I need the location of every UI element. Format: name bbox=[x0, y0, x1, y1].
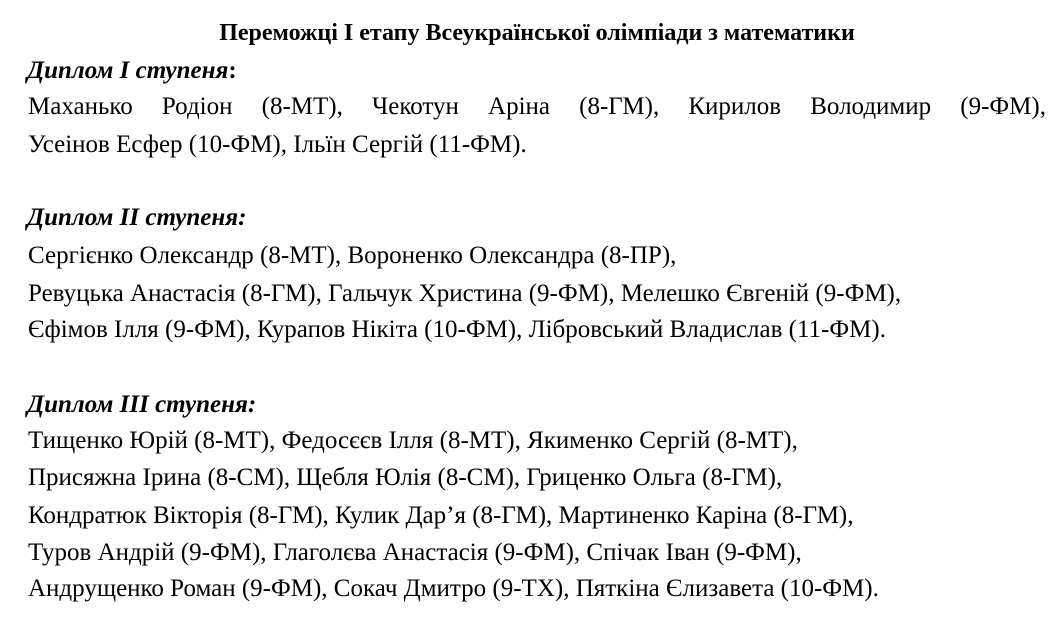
diploma-1-heading bbox=[27, 56, 237, 86]
diploma-1-heading-colon: : bbox=[228, 57, 237, 84]
diploma-1-line-2: Усеінов Есфер (10-ФМ), Ільїн Сергій (11-ФМ). bbox=[28, 131, 527, 158]
diploma-1-line-1: Маханько Родіон (8-МТ), Чекотун Аріна (8-ГМ), Кирилов Володимир (9-ФМ), bbox=[28, 93, 1046, 120]
diploma-2-line-2: Ревуцька Анастасія (8-ГМ), Гальчук Христина (9-ФМ), Мелешко Євгеній (9-ФМ), bbox=[28, 280, 902, 307]
diploma-1-heading-text: Диплом І ступеня bbox=[27, 57, 229, 84]
diploma-3-line-4: Туров Андрій (9-ФМ), Глаголєва Анастасія (9-ФМ), Спічак Іван (9-ФМ), bbox=[28, 539, 802, 566]
diploma-2-line-1: Сергієнко Олександр (8-МТ), Вороненко Олександра (8-ПР), bbox=[28, 242, 677, 269]
diploma-2-line-3: Єфімов Ілля (9-ФМ), Курапов Нікіта (10-ФМ), Лібровський Владислав (11-ФМ). bbox=[28, 316, 886, 343]
diploma-3-line-5: Андрущенко Роман (9-ФМ), Сокач Дмитро (9-ТХ), Пяткіна Єлизавета (10-ФМ). bbox=[28, 575, 879, 602]
page-title: Переможці І етапу Всеукраїнської олімпіади з математики bbox=[219, 20, 855, 46]
diploma-3-heading: Диплом ІІІ ступеня: bbox=[27, 391, 257, 418]
diploma-3-line-2: Присяжна Ірина (8-СМ), Щебля Юлія (8-СМ), Гриценко Ольга (8-ГМ), bbox=[28, 464, 783, 491]
diploma-3-line-1: Тищенко Юрій (8-МТ), Федосєєв Ілля (8-МТ), Якименко Сергій (8-МТ), bbox=[28, 427, 798, 454]
diploma-2-heading: Диплом ІІ ступеня: bbox=[27, 204, 247, 231]
diploma-3-line-3: Кондратюк Вікторія (8-ГМ), Кулик Дар’я (8-ГМ), Мартиненко Каріна (8-ГМ), bbox=[28, 502, 854, 529]
